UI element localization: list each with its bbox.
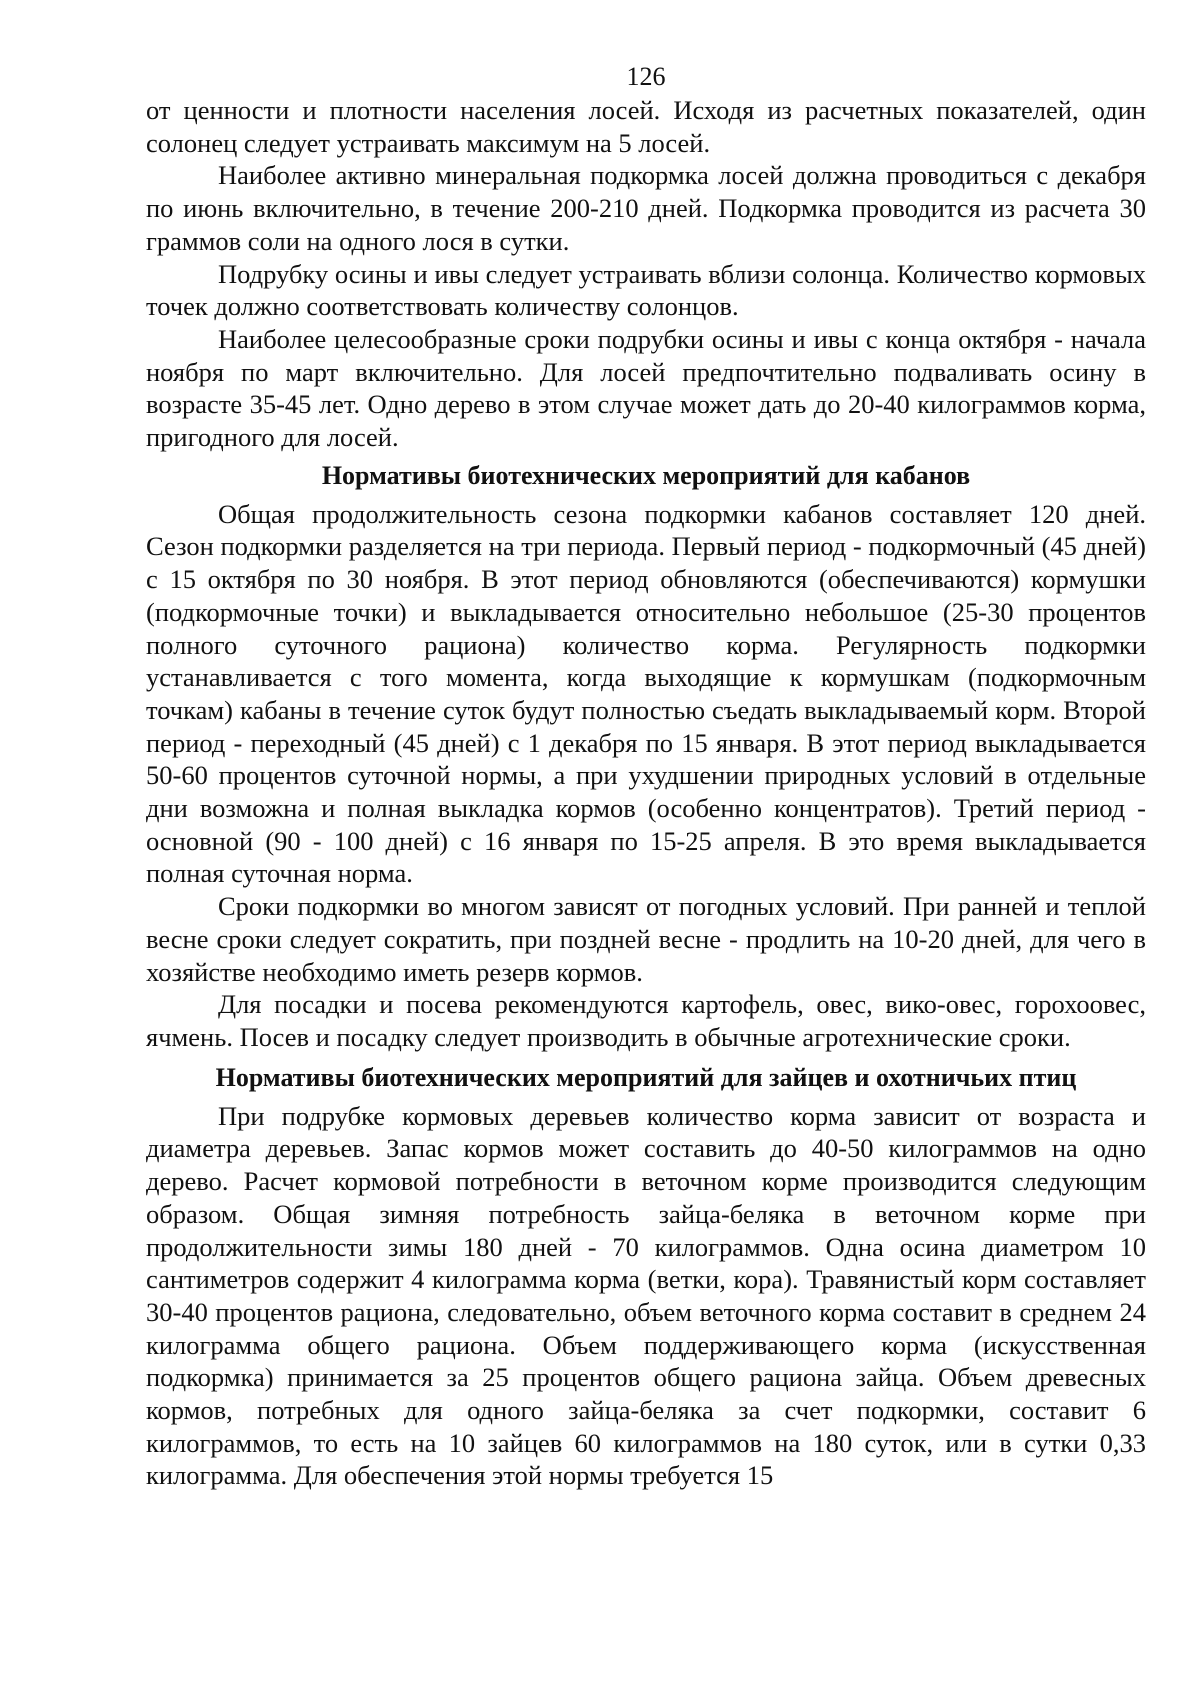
- page-number: 126: [626, 62, 666, 91]
- section-heading-boars: Нормативы биотехнических мероприятий для кабанов: [321, 460, 971, 490]
- paragraph: Общая продолжительность сезона подкормки кабанов составляет 120 дней. Сезон подкормки разделяется на три периода. Первый период - подкормочный (45 дней) с 15 октября по 30 ноября. В этот период обновляются (обеспечиваются) кормушки (подкормочные точки) и выкладывается относительно небольшое (25-30 процентов полного суточного рациона) количество корма. Регулярность подкормки устанавливается с того момента, когда выходящие к кормушкам (подкормочным точкам) кабаны в течение суток будут полностью съедать выкладываемый корм. Второй период - переходный (45 дней) с 1 декабря по 15 января. В этот период выкладывается 50-60 процентов суточной нормы, а при ухудшении природных условий в отдельные дни возможна и полная выкладка кормов (особенно концентратов). Третий период - основной (90 - 100 дней) с 16 января по 15-25 апреля. В это время выкладывается полная суточная норма.: [146, 498, 1146, 889]
- paragraph: При подрубке кормовых деревьев количество корма зависит от возраста и диаметра деревьев. Запас кормов может составить до 40-50 килограммов на одно дерево. Расчет кормовой потребности в веточном корме производится следующим образом. Общая зимняя потребность зайца-беляка в веточном корме при продолжительности зимы 180 дней - 70 килограммов. Одна осина диаметром 10 сантиметров содержит 4 килограмма корма (ветки, кора). Травянистый корм составляет 30-40 процентов рациона, следовательно, объем веточного корма составит в среднем 24 килограмма общего рациона. Объем поддерживающего корма (искусственная подкормка) принимается за 25 процентов общего рациона зайца. Объем древесных кормов, потребных для одного зайца-беляка за счет подкормки, составит 6 килограммов, то есть на 10 зайцев 60 килограммов на 180 суток, или в сутки 0,33 килограмма. Для обеспечения этой нормы требуется 15: [146, 1100, 1146, 1491]
- page-content: [146, 62, 1146, 1492]
- paragraph-continuation: от ценности и плотности населения лосей. Исходя из расчетных показателей, один солонец следует устраивать максимум на 5 лосей.: [146, 95, 1146, 158]
- section-heading-hares-birds: Нормативы биотехнических мероприятий для зайцев и охотничьих птиц: [215, 1062, 1077, 1092]
- paragraph: Наиболее активно минеральная подкормка лосей должна проводиться с декабря по июнь включительно, в течение 200-210 дней. Подкормка проводится из расчета 30 граммов соли на одного лося в сутки.: [146, 160, 1146, 256]
- paragraph: Сроки подкормки во многом зависят от погодных условий. При ранней и теплой весне сроки следует сократить, при поздней весне - продлить на 10-20 дней, для чего в хозяйстве необходимо иметь резерв кормов.: [146, 891, 1146, 987]
- paragraph: Для посадки и посева рекомендуются картофель, овес, вико-овес, горохоовес, ячмень. Посев и посадку следует производить в обычные агротехнические сроки.: [146, 989, 1146, 1052]
- paragraph: Подрубку осины и ивы следует устраивать вблизи солонца. Количество кормовых точек должно соответствовать количеству солонцов.: [146, 258, 1146, 322]
- paragraph: Наиболее целесообразные сроки подрубки осины и ивы с конца октября - начала ноября по март включительно. Для лосей предпочтительно подваливать осину в возрасте 35-45 лет. Одно дерево в этом случае может дать до 20-40 килограммов корма, пригодного для лосей.: [146, 323, 1146, 453]
